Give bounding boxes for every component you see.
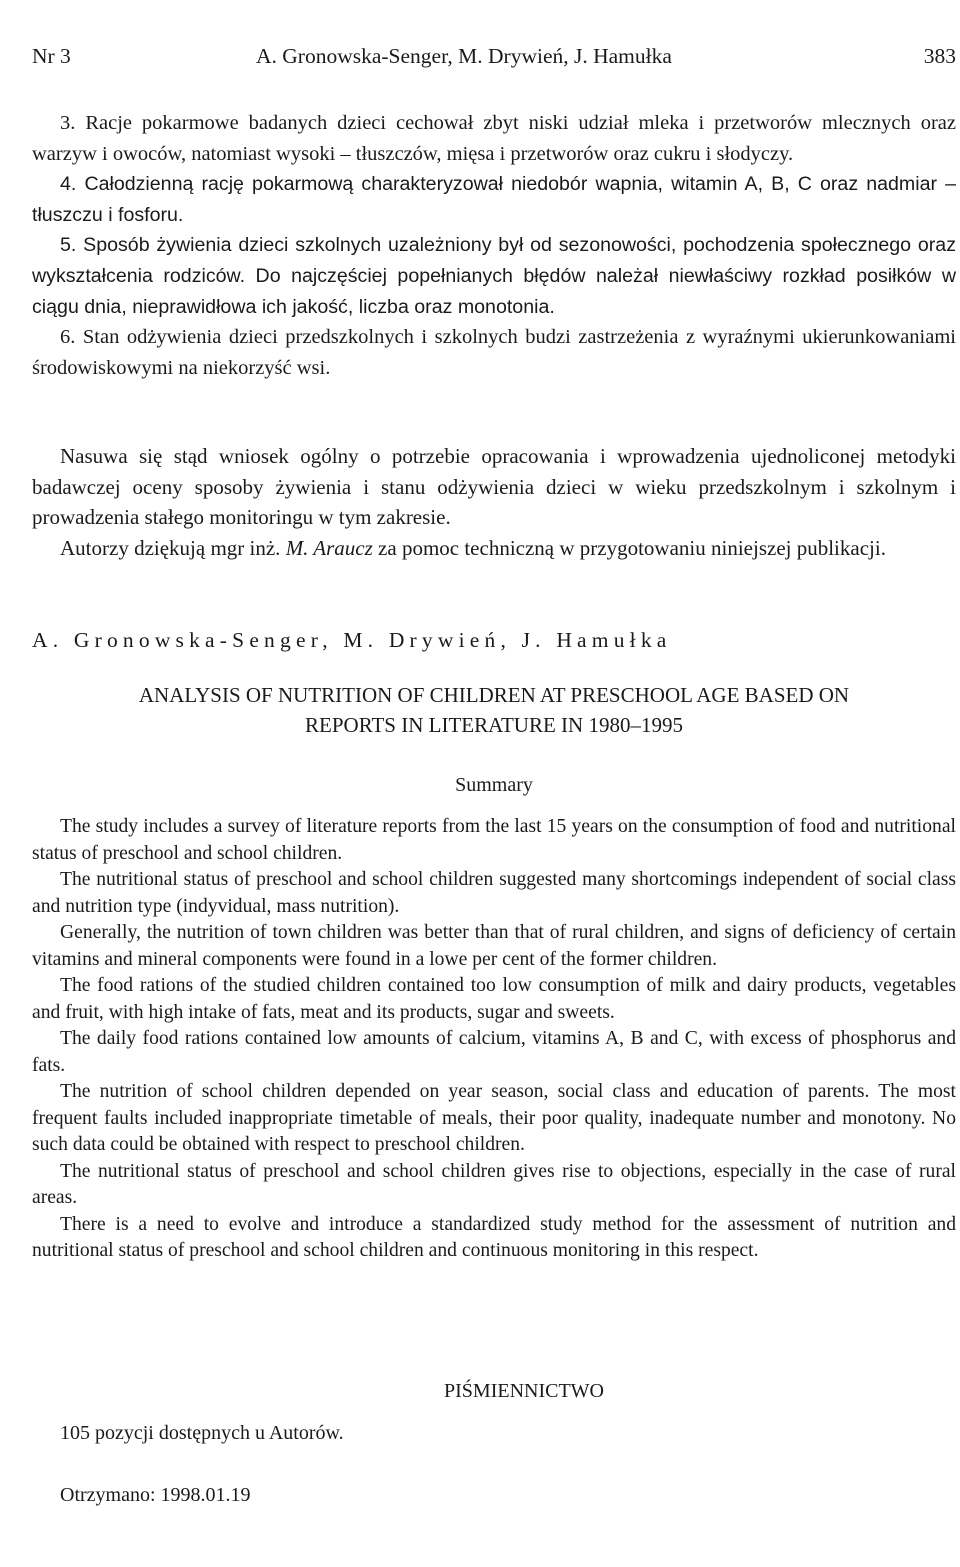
summary-paragraph: The nutritional status of preschool and school children suggested many shortcomings independent of social class and nutrition type (indyvidual, mass nutrition).: [32, 869, 956, 917]
summary-paragraph: There is a need to evolve and introduce a standardized study method for the assessment of nutrition and nutritional status of preschool and school children and continuous monitoring in this respect.: [32, 1213, 956, 1261]
acknowledgement: [32, 533, 956, 564]
english-authors: A. Gronowska-Senger, M. Drywień, J. Hamułka: [32, 628, 672, 652]
english-title-line-1: ANALYSIS OF NUTRITION OF CHILDREN AT PRESCHOOL AGE BASED ON: [138, 683, 850, 707]
conclusion-6: 6. Stan odżywienia dzieci przedszkolnych i szkolnych budzi zastrzeżenia z wyraźnymi ukierunkowaniami środowiskowymi na niekorzyść wsi.: [32, 326, 956, 379]
conclusions-list: [32, 108, 956, 383]
summary-heading: Summary: [455, 774, 533, 796]
summary-paragraph: The nutritional status of preschool and school children gives rise to objections, especially in the case of rural areas.: [32, 1160, 956, 1208]
summary-paragraph: The study includes a survey of literature reports from the last 15 years on the consumption of food and nutritional status of preschool and school children.: [32, 816, 956, 864]
received-date: Otrzymano: 1998.01.19: [60, 1484, 251, 1506]
references-heading: PIŚMIENNICTWO: [444, 1380, 604, 1402]
summary-paragraph: The daily food rations contained low amounts of calcium, vitamins A, B and C, with excess of phosphorus and fats.: [32, 1028, 956, 1076]
closing-paragraphs: [32, 441, 956, 563]
summary-paragraph: Generally, the nutrition of town children was better than that of rural children, and signs of deficiency of certain vitamins and mineral components were found in a lowe per cent of the former children.: [32, 922, 956, 970]
conclusion-4: 4. Całodzienną rację pokarmową charakteryzował niedobór wapnia, witamin A, B, C oraz nadmiar – tłuszczu i fosforu.: [32, 173, 956, 226]
general-conclusion: Nasuwa się stąd wniosek ogólny o potrzebie opracowania i wprowadzenia ujednoliconej metodyki badawczej oceny sposoby żywienia i stanu odżywienia dzieci w wieku przedszkolnym i szkolnym i prowadzenia stałego monitoringu w tym zakresie.: [32, 444, 956, 530]
summary-paragraph: The nutrition of school children depended on year season, social class and education of parents. The most frequent faults included inappropriate timetable of meals, their poor quality, inadequate number and monotony. No such data could be obtained with respect to preschool children.: [32, 1081, 956, 1155]
summary-paragraph: The food rations of the studied children contained too low consumption of milk and dairy products, vegetables and fruit, with high intake of fats, meat and its products, sugar and sweets.: [32, 975, 956, 1023]
page-number: 383: [923, 44, 956, 68]
references-note: 105 pozycji dostępnych u Autorów.: [60, 1422, 344, 1444]
ack-name: M. Araucz: [285, 535, 373, 560]
ack-before: Autorzy dziękują mgr inż.: [60, 535, 286, 560]
english-title-line-2: REPORTS IN LITERATURE IN 1980–1995: [305, 713, 683, 737]
running-header-authors: A. Gronowska-Senger, M. Drywień, J. Hamułka: [256, 44, 672, 68]
english-title: [32, 680, 956, 740]
journal-number: Nr 3: [32, 44, 71, 68]
conclusion-3: 3. Racje pokarmowe badanych dzieci cechował zbyt niski udział mleka i przetworów mlecznych oraz warzyw i owoców, natomiast wysoki – tłuszczów, mięsa i przetworów oraz cukru i słodyczy.: [32, 112, 956, 165]
conclusion-5: 5. Sposób żywienia dzieci szkolnych uzależniony był od sezonowości, pochodzenia społecznego oraz wykształcenia rodziców. Do najczęściej popełnianych błędów należał niewłaściwy rozkład posiłków w ciągu dnia, nieprawidłowa ich jakość, liczba oraz monotonia.: [32, 234, 956, 318]
ack-after: za pomoc techniczną w przygotowaniu niniejszej publikacji.: [372, 535, 886, 560]
running-header: [32, 44, 956, 74]
summary-body: [32, 814, 956, 1265]
